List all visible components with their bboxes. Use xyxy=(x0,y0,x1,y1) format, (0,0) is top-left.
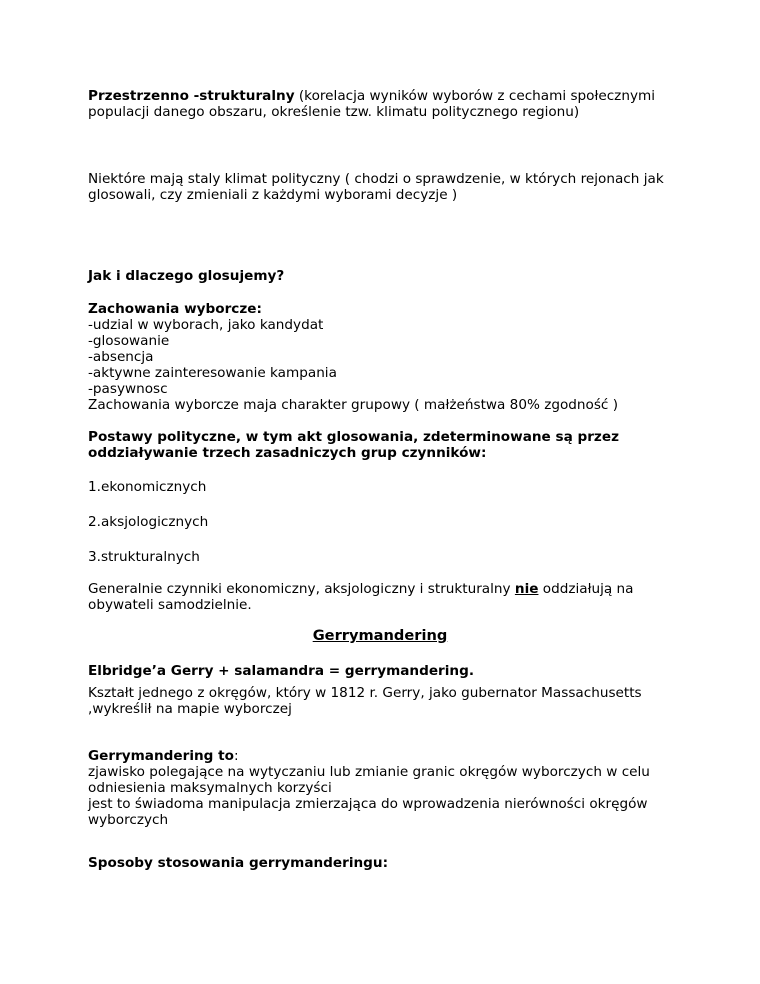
definition-line: jest to świadoma manipulacja zmierzająca do wprowadzenia nierówności okręgów xyxy=(88,796,648,812)
ksztalt-line1: Kształt jednego z okręgów, który w 1812 r. Gerry, jako gubernator Massachusetts xyxy=(88,685,642,701)
definition-text: (korelacja wyników wyborów z cechami społecznymi xyxy=(294,88,656,104)
postawy-heading xyxy=(88,429,688,461)
sposoby-heading: Sposoby stosowania gerrymanderingu: xyxy=(88,855,389,871)
paragraph-generalnie xyxy=(88,581,688,613)
list-item: -glosowanie xyxy=(88,333,170,349)
definition-line: zjawisko polegające na wytyczaniu lub zmianie granic okręgów wyborczych w celu xyxy=(88,764,650,780)
zachowania-summary: Zachowania wyborcze maja charakter grupowy ( małżeństwa 80% zgodność ) xyxy=(88,397,619,413)
section-title-gerrymandering: Gerrymandering xyxy=(312,627,448,644)
paragraph-przestrzenno xyxy=(88,88,688,120)
question-heading: Jak i dlaczego glosujemy? xyxy=(88,268,285,284)
klimat-line1: Niektóre mają staly klimat polityczny ( chodzi o sprawdzenie, w których rejonach jak xyxy=(88,171,664,187)
definition-colon: : xyxy=(233,748,239,764)
postawy-line1: Postawy polityczne, w tym akt glosowania, zdeterminowane są przez xyxy=(88,429,619,445)
section-definition xyxy=(88,748,688,828)
term-przestrzenno: Przestrzenno -strukturalny xyxy=(88,88,295,104)
definition-term: Gerrymandering to xyxy=(88,748,234,764)
definition-line: wyborczych xyxy=(88,812,169,828)
list-item: -aktywne zainteresowanie kampania xyxy=(88,365,337,381)
paragraph-ksztalt xyxy=(88,685,688,717)
factor-item: 1.ekonomicznych xyxy=(88,479,207,495)
ksztalt-line2: ,wykreślił na mapie wyborczej xyxy=(88,701,292,717)
generalnie-text: Generalnie czynniki ekonomiczny, aksjologiczny i strukturalny xyxy=(88,581,515,597)
klimat-line2: glosowali, czy zmieniali z każdymi wyborami decyzje ) xyxy=(88,187,458,203)
elbridge-heading: Elbridge’a Gerry + salamandra = gerrymandering. xyxy=(88,663,474,679)
factor-item: 2.aksjologicznych xyxy=(88,514,209,530)
definition-text-line2: populacji danego obszaru, określenie tzw. klimatu politycznego regionu) xyxy=(88,104,580,120)
zachowania-heading: Zachowania wyborcze: xyxy=(88,301,262,317)
paragraph-klimat xyxy=(88,171,688,203)
postawy-line2: oddziaływanie trzech zasadniczych grup czynników: xyxy=(88,445,487,461)
list-item: -pasywnosc xyxy=(88,381,168,397)
list-item: -udzial w wyborach, jako kandydat xyxy=(88,317,324,333)
definition-line: odniesienia maksymalnych korzyści xyxy=(88,780,332,796)
list-item: -absencja xyxy=(88,349,154,365)
generalnie-line2: obywateli samodzielnie. xyxy=(88,597,252,613)
section-zachowania xyxy=(88,301,688,413)
factor-item: 3.strukturalnych xyxy=(88,549,200,565)
generalnie-text-end: oddziałują na xyxy=(538,581,634,597)
emphasis-nie: nie xyxy=(514,581,539,597)
